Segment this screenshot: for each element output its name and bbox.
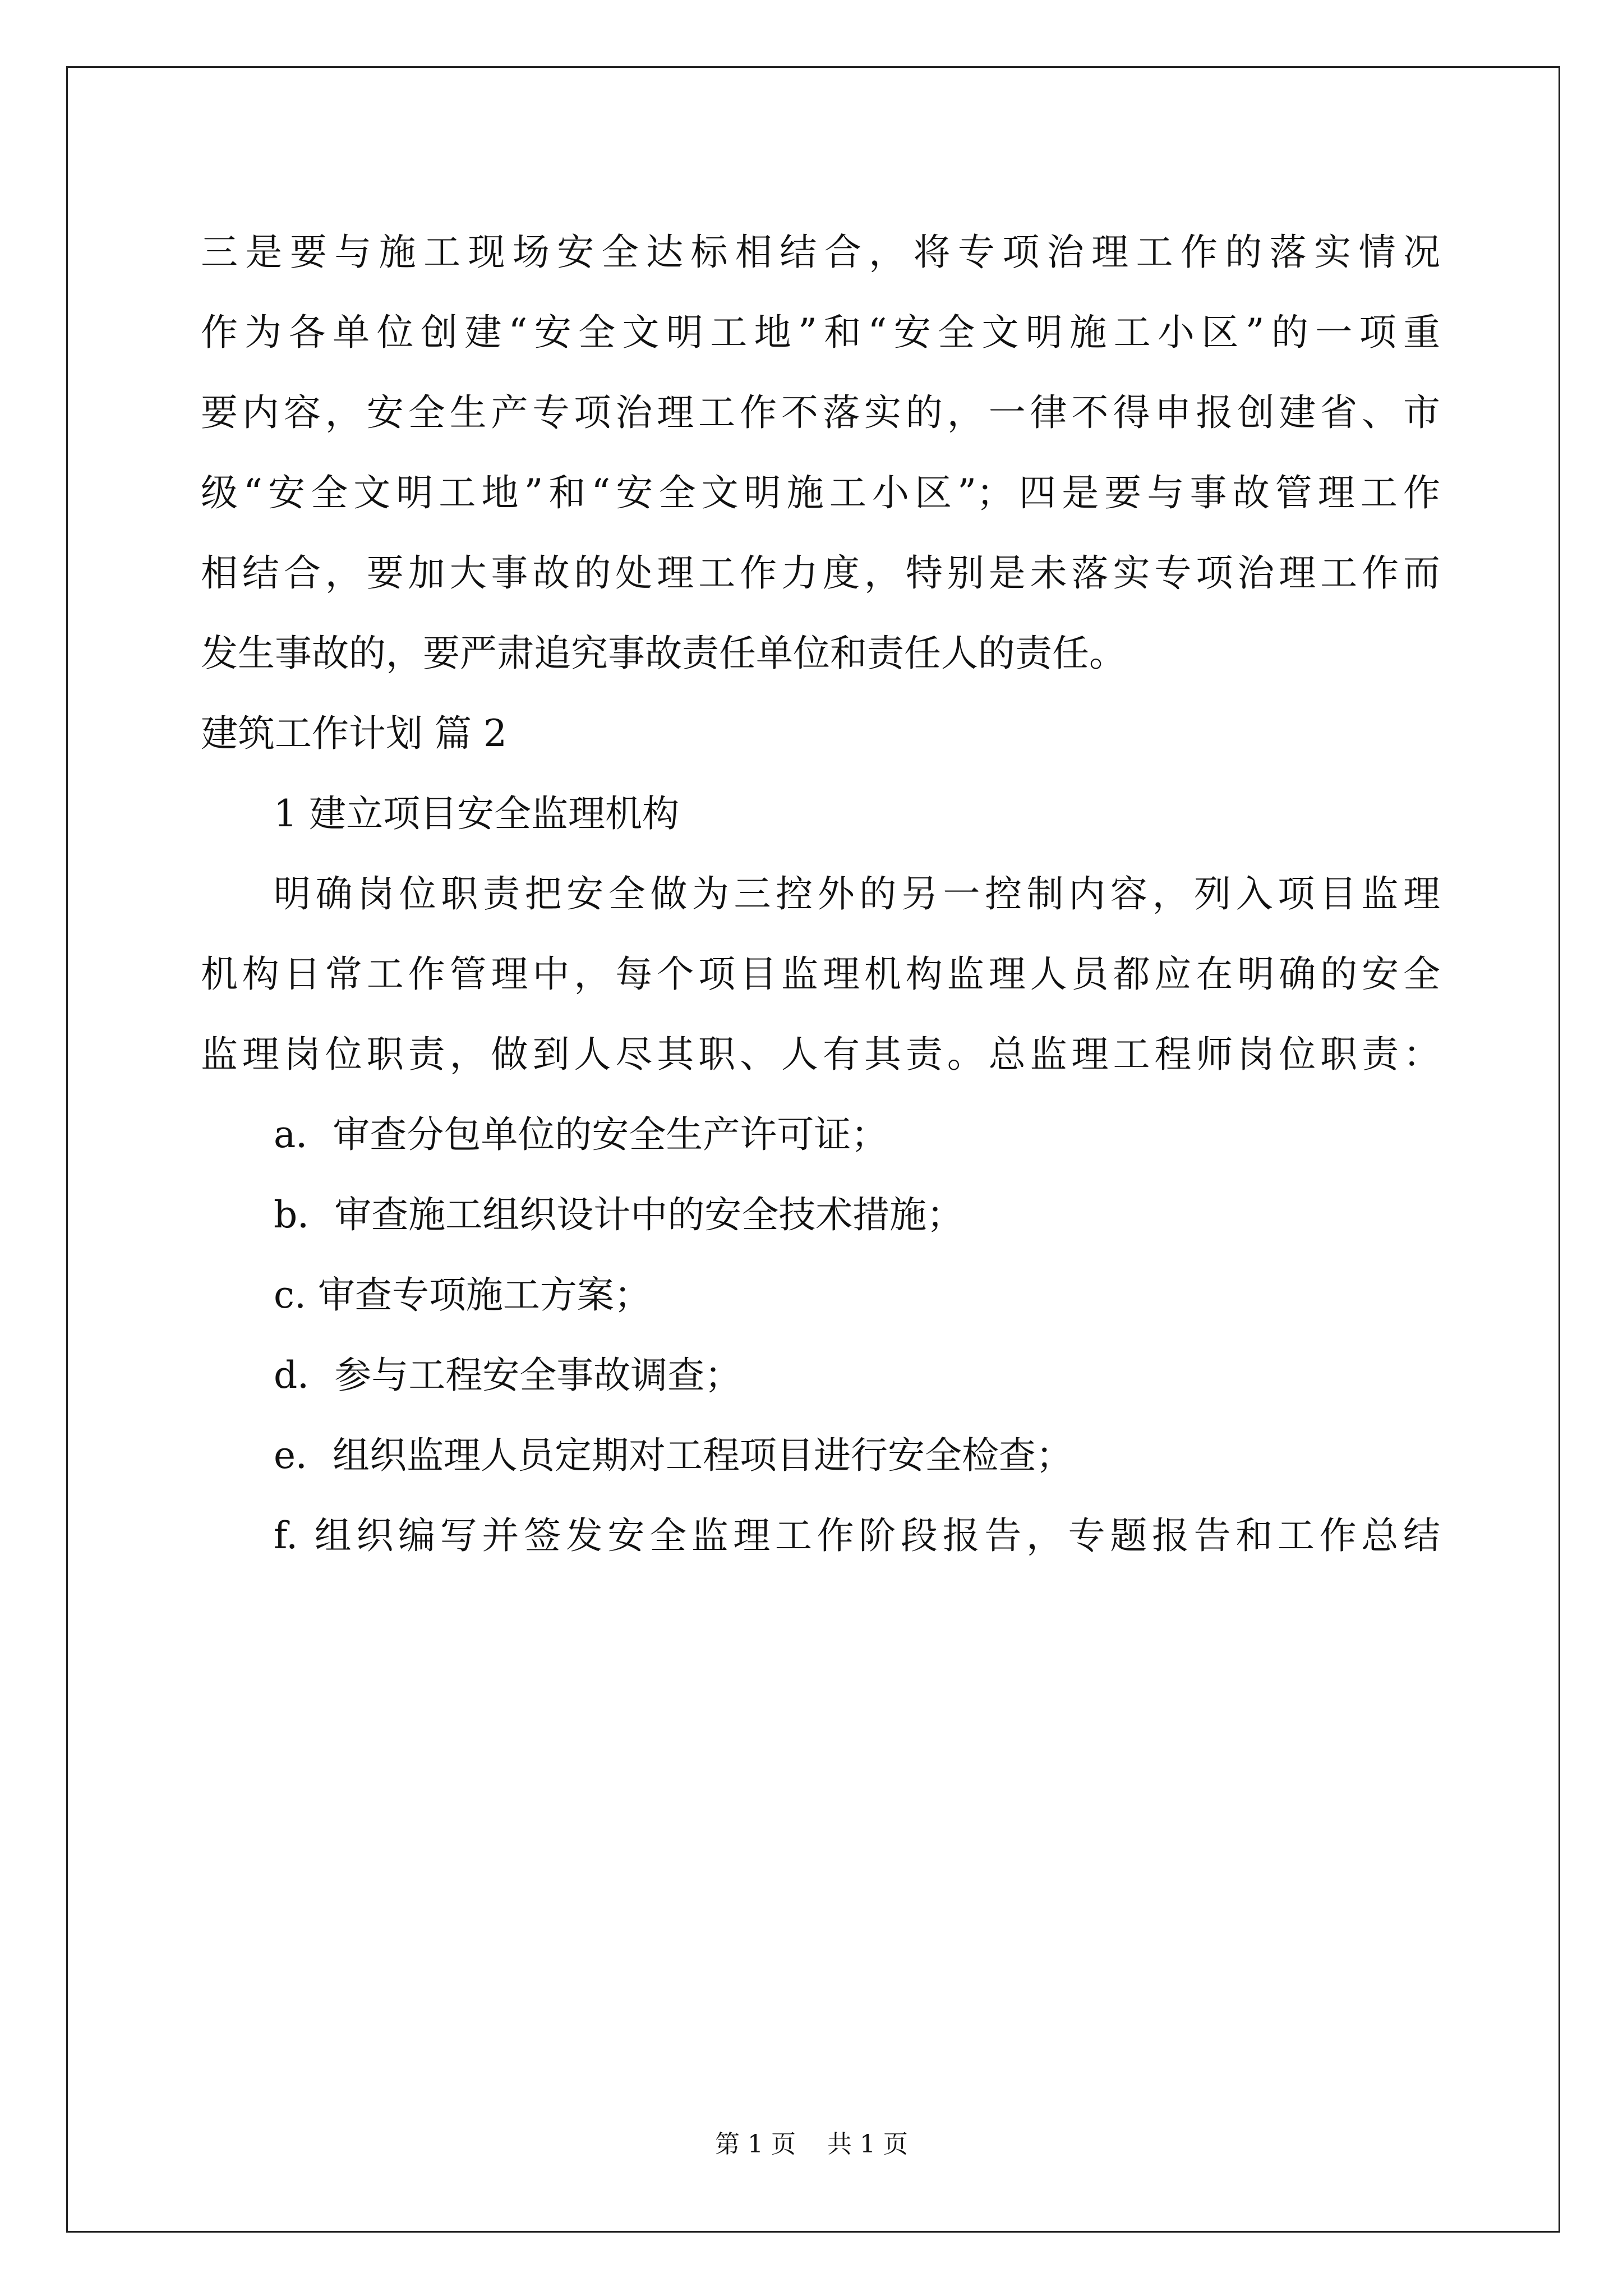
page-footer: 第 1 页 共 1 页 bbox=[715, 2130, 908, 2159]
paragraph-line: 三是要与施工现场安全达标相结合，将专项治理工作的落实情况 bbox=[201, 231, 1440, 274]
paragraph-line: 相结合，要加大事故的处理工作力度，特别是未落实专项治理工作而 bbox=[201, 551, 1440, 595]
list-item: f. 组织编写并签发安全监理工作阶段报告，专题报告和工作总结 bbox=[274, 1514, 1440, 1557]
list-item: a．审查分包单位的安全生产许可证； bbox=[274, 1113, 888, 1156]
paragraph-line: 级“安全文明工地”和“安全文明施工小区”；四是要与事故管理工作 bbox=[201, 471, 1440, 514]
subheading: 1 建立项目安全监理机构 bbox=[274, 792, 679, 835]
paragraph-line: 明确岗位职责把安全做为三控外的另一控制内容，列入项目监理 bbox=[274, 872, 1440, 915]
list-item: c. 审查专项施工方案； bbox=[274, 1273, 651, 1317]
list-item: b．审查施工组织设计中的安全技术措施； bbox=[274, 1193, 964, 1236]
paragraph-line: 作为各单位创建“安全文明工地”和“安全文明施工小区”的一项重 bbox=[201, 311, 1440, 354]
paragraph-line: 监理岗位职责，做到人尽其职、人有其责。总监理工程师岗位职责： bbox=[201, 1033, 1440, 1076]
paragraph-line: 机构日常工作管理中，每个项目监理机构监理人员都应在明确的安全 bbox=[201, 953, 1440, 996]
paragraph-line: 要内容，安全生产专项治理工作不落实的，一律不得申报创建省、市 bbox=[201, 391, 1440, 434]
list-item: e．组织监理人员定期对工程项目进行安全检查； bbox=[274, 1434, 1073, 1477]
section-heading: 建筑工作计划 篇 2 bbox=[201, 712, 507, 755]
list-item: d．参与工程安全事故调查； bbox=[274, 1354, 742, 1397]
paragraph-line: 发生事故的，要严肃追究事故责任单位和责任人的责任。 bbox=[201, 632, 1126, 675]
